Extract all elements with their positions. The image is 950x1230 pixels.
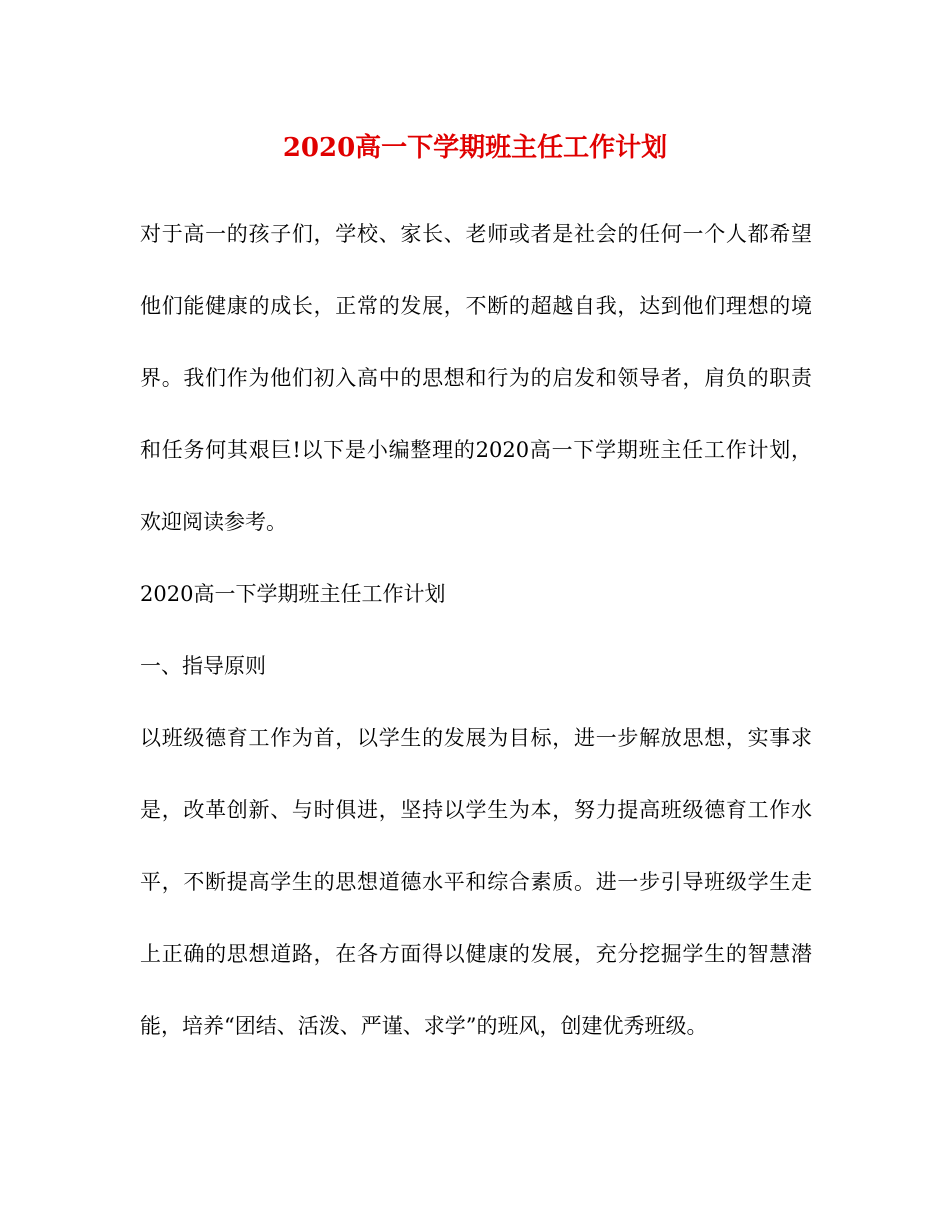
paragraph-line-2: 是，改革创新、与时俱进，坚持以学生为本，努力提高班级德育工作水 [140, 798, 812, 822]
section-heading: 一、指导原则 [140, 654, 266, 678]
paragraph-line-1: 以班级德育工作为首，以学生的发展为目标，进一步解放思想，实事求 [140, 726, 812, 750]
document-title: 2020高一下学期班主任工作计划 [282, 133, 668, 163]
paragraph-line-3: 平，不断提高学生的思想道德水平和综合素质。进一步引导班级学生走 [140, 870, 812, 894]
intro-line-1: 对于高一的孩子们，学校、家长、老师或者是社会的任何一个人都希望 [140, 222, 812, 246]
paragraph-line-4: 上正确的思想道路，在各方面得以健康的发展，充分挖掘学生的智慧潜 [140, 942, 812, 966]
section-subtitle: 2020高一下学期班主任工作计划 [140, 582, 446, 606]
intro-line-4: 和任务何其艰巨!以下是小编整理的2020高一下学期班主任工作计划， [140, 438, 812, 462]
intro-line-3: 界。我们作为他们初入高中的思想和行为的启发和领导者，肩负的职责 [140, 366, 812, 390]
paragraph-line-5: 能，培养“团结、活泼、严谨、求学”的班风，创建优秀班级。 [140, 1014, 708, 1038]
intro-line-5: 欢迎阅读参考。 [140, 510, 287, 534]
intro-line-2: 他们能健康的成长，正常的发展，不断的超越自我，达到他们理想的境 [140, 294, 812, 318]
